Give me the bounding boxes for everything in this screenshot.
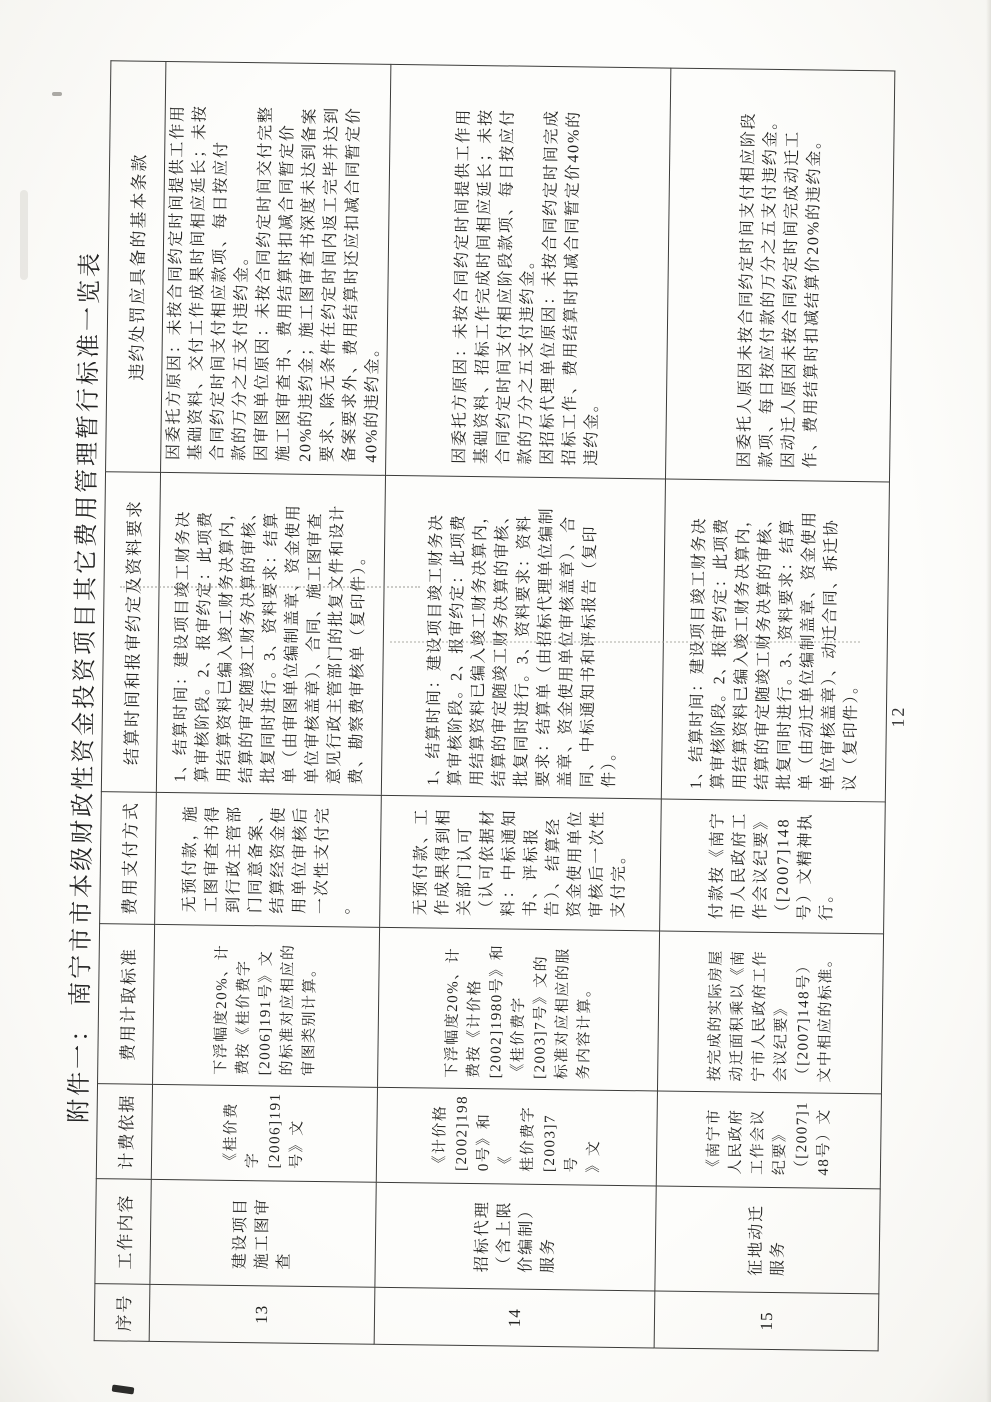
header-fee-basis: 计费依据 (96, 1084, 152, 1180)
cell-15-seq: 15 (654, 1291, 879, 1351)
table-row-15 (654, 68, 895, 1351)
cell-15-work: 征地动迁 服务 (655, 1186, 880, 1294)
cell-13-standard: 下浮幅度20%、计 费按《桂价费字 [2006]191号》文 的标准对应相应的 审图类别计算。 (153, 924, 380, 1087)
cell-15-standard: 按完成的实际房屋 动迁面积乘以《南 宁市人民政府工作 会议纪要》 （[2007]148号） 文中相应的标准。 (657, 931, 883, 1094)
cell-14-seq: 14 (374, 1287, 655, 1348)
table-row-14 (374, 64, 671, 1348)
cell-14-penalty: 因委托方原因：未按合同约定时间提供工作用 基础资料、招标工作完成时间相应延长；未按 合同约定时间支付相应阶段款项、每日按应付 款的万分之五支付违约金。 因招标代理单位原因：未按合同约定时间完成 招标工作、费用结算时扣减合同暂定价40%的 违约金。 (386, 64, 671, 479)
page-number: 12 (887, 705, 909, 728)
cell-14-payment: 无预付款、工 作成果得到相 关部门认可 （认可依据材 料：中标通知 书、评标报 告）、结算经 资金使用单位 审核后一次性 支付完。 (380, 795, 662, 931)
header-settlement-requirements: 结算时间和报审约定及资料要求 (101, 472, 160, 793)
fee-standards-table (94, 60, 896, 1351)
cell-13-payment: 无预付款，施 工图审查书得 到行政主管部 门同意备案、 结算经资金使 用单位审核后 一次性支付完 。 (155, 792, 382, 927)
scan-speck (52, 92, 62, 96)
header-penalty-terms: 违约处罚应具备的基本条款 (106, 61, 166, 473)
cell-14-settlement: 1、结算时间：建设项目竣工财务决 算审核阶段。2、报审约定：此项费 用结算资料已编入竣工财务决算内， 结算的审定随竣工财务决算的审核、 批复同时进行。3、资料要求：资料 要求：结算单（由招标代理单位编制 盖章、资金使用单位审核盖章）、合 同、中标通知书和评标报告（复印 件）。 (381, 475, 665, 799)
cell-15-payment: 付款按《南宁 市人民政府工 作会议纪要》 （[2007]148 号）文精神执 行。 (660, 799, 886, 934)
cell-15-settlement: 1、结算时间：建设项目竣工财务决 算审核阶段。2、报审约定：此项费 用结算资料已编入竣工财务决算内， 结算的审定随竣工财务决算的审核、 批复同时进行。3、资料要求：结算 单（由动迁单位编制盖章、资金使用 单位审核盖章）、动迁合同、拆迁协 议（复印件）。 (661, 479, 889, 802)
table-row-13 (149, 61, 391, 1344)
header-fee-standard: 费用计取标准 (98, 924, 155, 1085)
scan-edge-shadow (986, 0, 991, 1402)
cell-13-work: 建设项目 施工图审 查 (150, 1179, 376, 1287)
cell-13-basis: 《桂价费 字 [2006]191 号》文 (151, 1084, 377, 1182)
header-work-content: 工作内容 (95, 1179, 151, 1285)
cell-14-basis: 《计价格 [2002]198 0号》和《 桂价费字 [2003]7号 》文 (376, 1087, 657, 1186)
cell-14-standard: 下浮幅度20%、计 费按《计价格 [2002]1980号》和 《桂价费字 [2003]7号》文的 标准对应相应的服 务内容计算。 (378, 927, 660, 1091)
cell-13-seq: 13 (149, 1284, 375, 1344)
document-title: 附件一： 南宁市市本级财政性资金投资项目其它费用管理暂行标准一览表 (66, 249, 104, 1124)
rotated-table-area (52, 61, 909, 1352)
cell-14-work: 招标代理 （含上限 价编制） 服务 (375, 1182, 656, 1291)
cell-13-settlement: 1、结算时间：建设项目竣工财务决 算审核阶段。2、报审约定：此项费 用结算资料已编入竣工财务决算内， 结算的审定随竣工财务决算的审核、 批复同时进行。3、资料要求：结算 单（由审图单位编制盖章、资金使用 单位审核盖章）、合同、施工图审查 意见行政主管部门的批复文件和设计 费、勘察费审核单（复印件）。 (156, 472, 385, 795)
header-seq: 序号 (94, 1284, 150, 1342)
cell-13-penalty: 因委托方原因：未按合同约定时间提供工作用 基础资料、交付工作成果时间相应延长；未按 合同约定时间支付相应款项、每日按应付 款的万分之五支付违约金。 因审图单位原因：未按合同约定时间交付完整 施工图审查书、费用结算时扣减合同暂定价 20%的违约金；施工图审查书深度未达到备案 要求、除无条件在约定时间内返工完毕并达到 备案要求外、费用结算时还应扣减合同暂定价 40%的违约金。 (161, 61, 391, 475)
scan-speck (112, 1385, 135, 1395)
cell-15-basis: 《南宁市 人民政府 工作会议 纪要》 （[2007]1 48号）文 (656, 1091, 881, 1189)
header-payment-method: 费用支付方式 (100, 792, 157, 925)
cell-15-penalty: 因委托人原因未按合同约定时间支付相应阶段 款项、每日按应付款的万分之五支付违约金。 因动迁人原因未按合同约定时间完成动迁工 作、费用结算时扣减结算价20%的违约金。 (665, 68, 894, 482)
scan-smudge (20, 190, 28, 280)
